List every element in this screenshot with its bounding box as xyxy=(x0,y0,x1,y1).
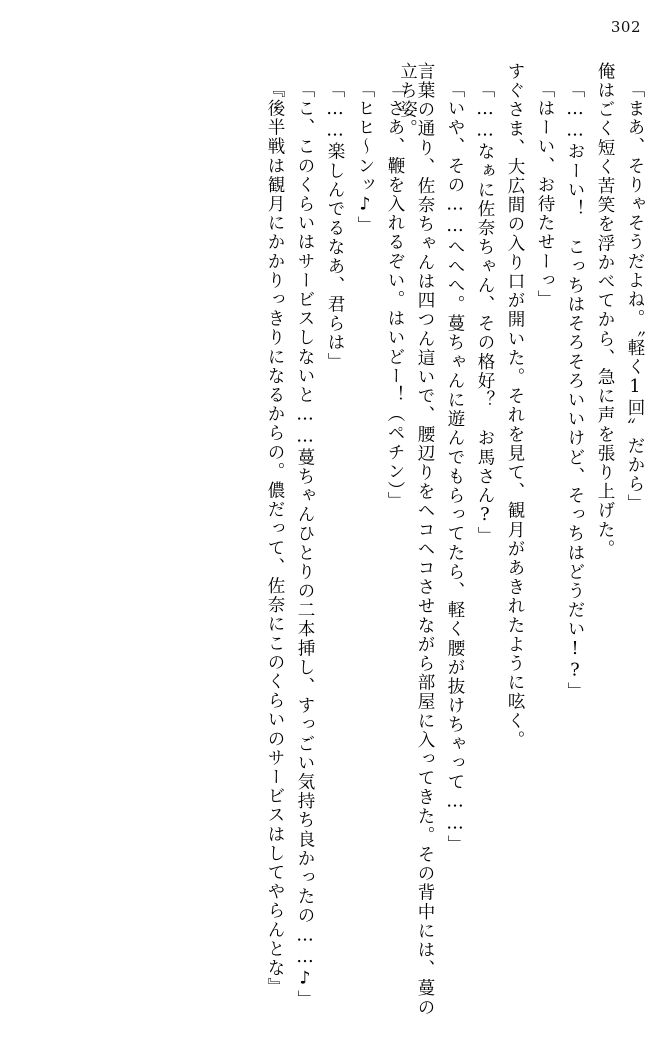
text-column: 「さあ、鞭を入れるぞい。はいどー！（ペチン）」 xyxy=(385,80,405,511)
text-column: 「いや、その……へへへ。蔓ちゃんに遊んでもらってたら、軽く腰が抜けちゃって……」 xyxy=(445,80,465,854)
text-column: 「……おーい！ こっちはそろそろいいけど、そっちはどうだい!?」 xyxy=(565,80,585,702)
text-column: 「こ、このくらいはサービスしないと……蔓ちゃんひとりの二本挿し、すっごい気持ち良かったの……♪」 xyxy=(295,80,315,1010)
text-column: 俺はごく短く苦笑を浮かべてから、急に声を張り上げた。 xyxy=(595,62,615,559)
text-column: 「……楽しんでるなあ、君らは」 xyxy=(325,80,345,372)
text-column: 「……なぁに佐奈ちゃん、その格好？ お馬さん?」 xyxy=(475,80,495,546)
text-column: 「まあ、そりゃそうだよね。〝軽く1回〟だから」 xyxy=(625,80,645,514)
text-column: 「ヒヒ～ンッ♪」 xyxy=(355,80,375,236)
text-column: 言葉の通り、佐奈ちゃんは四つん這いで、腰辺りをヘコヘコさせながら部屋に入ってきた。その背中には、蔓の立ち姿。 xyxy=(397,62,435,1017)
page-number: 302 xyxy=(610,18,641,36)
text-column: 「はーい、お待たせーっ」 xyxy=(535,80,555,310)
text-column: 『後半戦は観月にかかりっきりになるからの。儂だって、佐奈にこのくらいのサービスはしてやらんとな』 xyxy=(265,80,285,997)
text-column: すぐさま、大広間の入り口が開いた。それを見て、観月があきれたように呟く。 xyxy=(505,62,525,750)
vertical-text-body xyxy=(26,62,643,1030)
